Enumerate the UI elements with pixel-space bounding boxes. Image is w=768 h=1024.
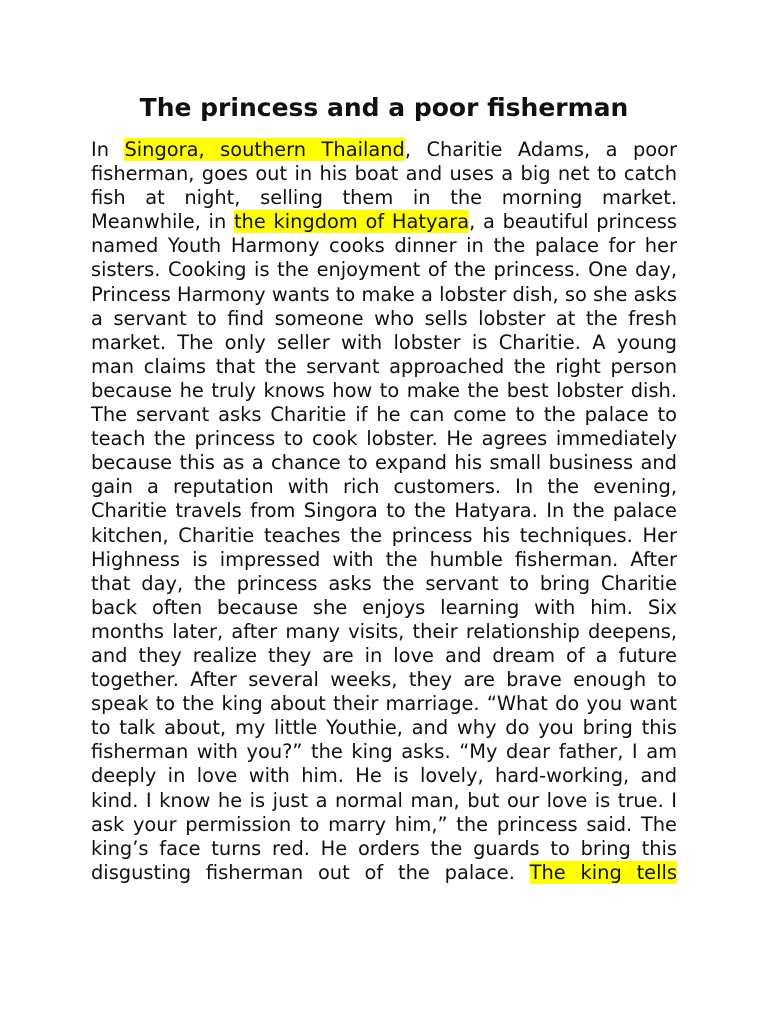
story-paragraph xyxy=(91,138,677,885)
highlighted-text-run: the kingdom of Hatyara xyxy=(233,210,470,234)
text-run: , Charitie Adams, a poor fisherman, goes out in his boat and uses a big net to catch fish at night, selling them in the morning market. Meanwhile, in xyxy=(91,138,677,234)
highlighted-text-run: The king tells xyxy=(529,860,677,884)
document-title: The princess and a poor fisherman xyxy=(139,93,629,122)
highlighted-text-run: Singora, southern Thailand xyxy=(124,138,405,161)
text-run: , a beautiful princess named Youth Harmony cooks dinner in the palace for her sisters. Cooking is the enjoyment of the princess. One day, Princess Harmony wants to make a lobster dish, so she asks a servant to find someone who sells lobster at the fresh market. The only seller with lobster is Charitie. A young man claims that the servant approached the right person because he truly knows how to make the best lobster dish. The servant asks Charitie if he can come to the palace to teach the princess to cook lobster. He agrees immediately because this as a chance to expand his small business and gain a reputation with rich customers. In the evening, Charitie travels from Singora to the Hatyara. In the palace kitchen, Charitie teaches the princess his techniques. Her Highness is impressed with the humble fisherman. After that day, the princess asks the servant to bring Charitie back often because she enjoys learning with him. Six months later, after many visits, their relationship deepens, and they realize they are in love and dream of a future together. After several weeks, they are brave enough to speak to the king about their marriage. “What do you want to talk about, my little Youthie, and why do you bring this fisherman with you?” the king asks. “My dear father, I am deeply in love with him. He is lovely, hard-working, and kind. I know he is just a normal man, but our love is true. I ask your permission to marry him,” the princess said. The king’s face turns red. He orders the guards to bring this disgusting fisherman out of the palace. xyxy=(91,210,677,884)
text-run: In xyxy=(91,138,125,161)
